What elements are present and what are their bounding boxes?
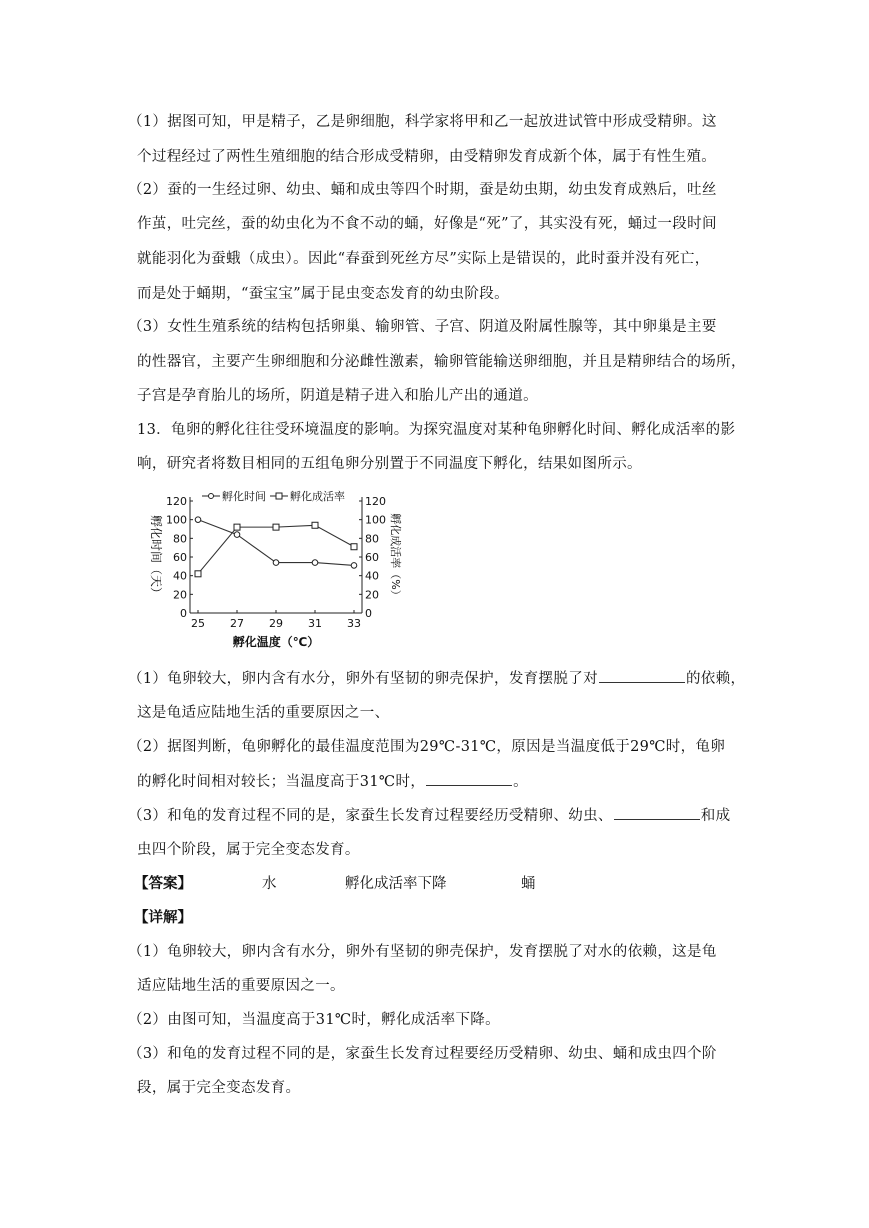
y-tick-label-right: 20 (365, 588, 379, 602)
y-tick-label-right: 0 (365, 607, 372, 620)
legend-label: 孵化时间 (222, 490, 266, 503)
x-tick-label: 27 (230, 617, 244, 630)
answer-value: 孵化成活率下降 (345, 876, 447, 892)
y-tick-label-left: 100 (166, 513, 187, 527)
chart-marks (195, 517, 357, 577)
legend-label: 孵化成活率 (290, 490, 345, 503)
text: （1）龟卵较大，卵内含有水分，卵外有坚韧的卵壳保护，发育摆脱了对 (128, 671, 598, 687)
text-line (128, 668, 745, 689)
question-text: 响，研究者将数目相同的五组龟卵分别置于不同温度下孵化，结果如图所示。 (137, 456, 642, 472)
data-point-square (273, 524, 279, 530)
y-tick-label-left: 0 (180, 607, 187, 620)
y-axis-label-left: 孵化时间（天） (149, 514, 163, 600)
text-line: 虫四个阶段，属于完全变态发育。 (137, 842, 360, 858)
data-point-circle (273, 560, 279, 566)
y-tick-label-right: 120 (365, 495, 386, 508)
legend-marker-square (276, 493, 282, 499)
question-text: 13．龟卵的孵化往往受环境温度的影响。为探究温度对某种龟卵孵化时间、孵化成活率的影 (137, 422, 736, 438)
text-line: 作茧，吐完丝，蚕的幼虫化为不食不动的蛹，好像是“死”了，其实没有死，蛹过一段时间 (137, 216, 717, 232)
answer-blank[interactable] (599, 668, 685, 683)
chart-axes (190, 497, 362, 613)
data-point-square (234, 524, 240, 530)
series-line-2 (198, 525, 354, 574)
text-line: 子宫是孕育胎儿的场所，阴道是精子进入和胎儿产出的通道。 (137, 388, 538, 404)
text-line: 适应陆地生活的重要原因之一。 (137, 978, 345, 994)
answer-blank[interactable] (426, 771, 512, 786)
text: 的依赖， (685, 671, 746, 687)
text-line: 的性器官，主要产生卵细胞和分泌雌性激素，输卵管能输送卵细胞，并且是精卵结合的场所， (137, 354, 746, 370)
y-tick-label-left: 120 (166, 495, 187, 508)
x-tick-label: 25 (191, 617, 205, 630)
y-tick-label-right: 60 (365, 551, 379, 564)
text-line: 就能羽化为蚕蛾（成虫）。因此“春蚕到死丝方尽”实际上是错误的，此时蚕并没有死亡， (137, 251, 710, 267)
x-tick-label: 29 (269, 617, 283, 630)
data-point-circle (195, 517, 201, 523)
y-tick-label-left: 60 (173, 551, 187, 564)
text-line: 个过程经过了两性生殖细胞的结合形成受精卵，由受精卵发育成新个体，属于有性生殖。 (137, 149, 717, 165)
text: （3）和龟的发育过程不同的是，家蚕生长发育过程要经历受精卵、幼虫、 (128, 808, 613, 824)
hatching-chart (140, 488, 400, 658)
text-line: 段，属于完全变态发育。 (137, 1080, 301, 1096)
answer-label: 【答案】 (134, 875, 192, 892)
data-point-circle (312, 560, 318, 566)
data-point-circle (234, 532, 240, 538)
y-tick-label-right: 40 (365, 569, 379, 583)
data-point-square (312, 522, 318, 528)
answer-blank[interactable] (614, 805, 700, 820)
y-axis-label-right: 孵化成活率（%） (389, 513, 402, 601)
text-line: （1）龟卵较大，卵内含有水分，卵外有坚韧的卵壳保护，发育摆脱了对水的依赖，这是龟 (128, 944, 717, 960)
y-tick-label-left: 20 (173, 588, 187, 602)
text-line: （1）据图可知，甲是精子，乙是卵细胞，科学家将甲和乙一起放进试管中形成受精卵。这 (128, 114, 717, 130)
text-line: （2）据图判断，龟卵孵化的最佳温度范围为29℃-31℃，原因是当温度低于29℃时，龟卵 (128, 739, 726, 755)
y-tick-label-right: 100 (365, 513, 386, 527)
text-line: （3）和龟的发育过程不同的是，家蚕生长发育过程要经历受精卵、幼虫、蛹和成虫四个阶 (128, 1046, 717, 1062)
x-tick-label: 31 (308, 617, 322, 630)
x-tick-label: 33 (347, 617, 361, 630)
text-line (128, 805, 730, 826)
text-line: （2）蚕的一生经过卵、幼虫、蛹和成虫等四个时期，蚕是幼虫期，幼虫发育成熟后，吐丝 (128, 182, 717, 198)
detail-label: 【详解】 (134, 909, 192, 926)
data-point-circle (351, 563, 357, 569)
answer-value: 蛹 (521, 876, 536, 892)
chart-labels (149, 489, 403, 649)
legend-marker-circle (209, 494, 214, 499)
text: 的孵化时间相对较长；当温度高于31℃时， (137, 774, 426, 790)
answer-value: 水 (262, 876, 277, 892)
data-point-square (351, 544, 357, 550)
text: 。 (513, 774, 529, 790)
text-line: 而是处于蛹期，“蚕宝宝”属于昆虫变态发育的幼虫阶段。 (137, 286, 509, 302)
text-line: 这是龟适应陆地生活的重要原因之一、 (137, 705, 390, 721)
x-axis-label: 孵化温度（℃） (232, 635, 320, 649)
data-point-square (195, 571, 201, 577)
chart-legend (202, 489, 345, 503)
y-tick-label-right: 80 (365, 532, 379, 546)
y-tick-label-left: 80 (173, 532, 187, 546)
text-line: （2）由图可知，当温度高于31℃时，孵化成活率下降。 (128, 1012, 500, 1028)
text-line (137, 771, 528, 792)
y-tick-label-left: 40 (173, 569, 187, 583)
text: 和成 (700, 808, 731, 824)
text-line: （3）女性生殖系统的结构包括卵巢、输卵管、子宫、阴道及附属性腺等，其中卵巢是主要 (128, 319, 717, 335)
